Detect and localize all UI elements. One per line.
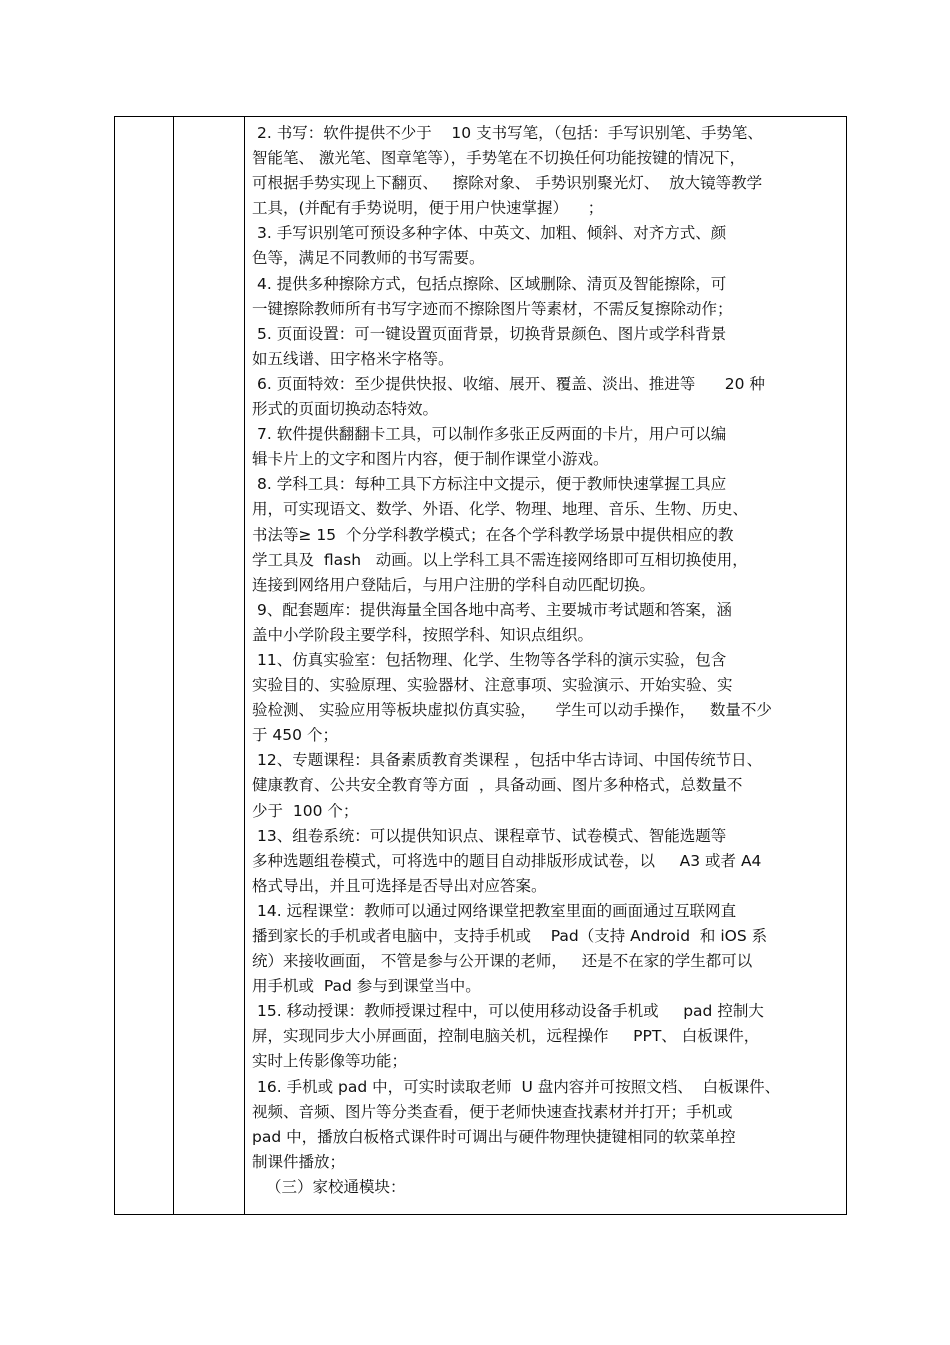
text-line: 5. 页面设置：可一键设置页面背景，切换背景颜色、图片或学科背景 xyxy=(257,324,727,343)
text-line: pad 中，播放白板格式课件时可调出与硬件物理快捷键相同的软菜单控 xyxy=(252,1127,736,1146)
text-line: 7. 软件提供翻翻卡工具，可以制作多张正反两面的卡片，用户可以编 xyxy=(257,425,727,444)
text-line: 14. 远程课堂：教师可以通过网络课堂把教室里面的画面通过互联网直 xyxy=(257,901,737,920)
text-line: 格式导出，并且可选择是否导出对应答案。 xyxy=(252,876,547,895)
text-line: 屏，实现同步大小屏画面，控制电脑关机，远程操作 PPT、 白板课件， xyxy=(252,1027,760,1046)
text-line: 用手机或 Pad 参与到课堂当中。 xyxy=(252,977,481,996)
text-line: 11、仿真实验室：包括物理、化学、生物等各学科的演示实验，包含 xyxy=(257,650,727,669)
text-line: 用，可实现语文、数学、外语、化学、物理、地理、音乐、生物、历史、 xyxy=(252,500,749,519)
text-line: 盖中小学阶段主要学科，按照学科、知识点组织。 xyxy=(252,625,594,644)
text-line: 形式的页面切换动态特效。 xyxy=(252,400,439,419)
text-line: 视频、音频、图片等分类查看，便于老师快速查找素材并打开；手机或 xyxy=(252,1102,733,1121)
text-line: 12、专题课程：具备素质教育类课程 ，包括中华古诗词、中国传统节日、 xyxy=(257,751,763,770)
text-line: 验检测、 实验应用等板块虚拟仿真实验， 学生可以动手操作， 数量不少 xyxy=(252,701,772,720)
text-line: 多种选题组卷模式，可将选中的题目自动排版形成试卷，以 A3 或者 A4 xyxy=(252,851,762,870)
column-divider xyxy=(173,117,174,1214)
text-line: 可根据手势实现上下翻页、 擦除对象、 手势识别聚光灯、 放大镜等教学 xyxy=(252,174,763,193)
text-line: 学工具及 flash 动画。以上学科工具不需连接网络即可互相切换使用， xyxy=(252,550,748,569)
text-line: 一键擦除教师所有书写字迹而不擦除图片等素材，不需反复擦除动作； xyxy=(252,299,733,318)
text-line: 13、组卷系统：可以提供知识点、课程章节、试卷模式、智能选题等 xyxy=(257,826,727,845)
text-line: 9、配套题库：提供海量全国各地中高考、主要城市考试题和答案，涵 xyxy=(257,600,732,619)
text-line: 智能笔、 激光笔、图章笔等），手势笔在不切换任何功能按键的情况下， xyxy=(252,149,746,168)
text-line: 3. 手写识别笔可预设多种字体、中英文、加粗、倾斜、对齐方式、颜 xyxy=(257,224,727,243)
text-line: 播到家长的手机或者电脑中，支持手机或 Pad（支持 Android 和 iOS 系 xyxy=(252,927,768,945)
text-line: 实时上传影像等功能； xyxy=(252,1052,408,1071)
text-line: 于 450 个； xyxy=(252,726,338,745)
text-line: 如五线谱、田字格米字格等。 xyxy=(252,349,454,368)
text-line: 工具，(并配有手势说明，便于用户快速掌握） ； xyxy=(252,199,604,218)
text-line: 6. 页面特效：至少提供快报、收缩、展开、覆盖、淡出、推进等 20 种 xyxy=(257,374,765,393)
spec-table xyxy=(114,116,847,1215)
column-divider xyxy=(244,117,245,1214)
text-line: 4. 提供多种擦除方式，包括点擦除、区域删除、清页及智能擦除，可 xyxy=(257,274,727,293)
text-line: 16. 手机或 pad 中，可实时读取老师 U 盘内容并可按照文档、 白板课件、 xyxy=(257,1077,781,1096)
text-line: 统）来接收画面， 不管是参与公开课的老师， 还是不在家的学生都可以 xyxy=(252,952,753,971)
text-line: 书法等≥ 15 个分学科教学模式；在各个学科教学场景中提供相应的教 xyxy=(252,525,734,544)
text-line: 少于 100 个； xyxy=(252,801,359,820)
spec-content-cell xyxy=(252,121,844,1200)
text-line: 8. 学科工具：每种工具下方标注中文提示，便于教师快速掌握工具应 xyxy=(257,475,727,494)
text-line: 连接到网络用户登陆后，与用户注册的学科自动匹配切换。 xyxy=(252,575,656,594)
text-line: 健康教育、公共安全教育等方面 ，具备动画、图片多种格式，总数量不 xyxy=(252,776,743,795)
text-line: 辑卡片上的文字和图片内容，便于制作课堂小游戏。 xyxy=(252,450,609,469)
text-line: 2. 书写：软件提供不少于 10 支书写笔，（包括：手写识别笔、手势笔、 xyxy=(257,124,763,142)
text-line: 15. 移动授课：教师授课过程中，可以使用移动设备手机或 pad 控制大 xyxy=(257,1002,764,1021)
text-line: 制课件播放； xyxy=(252,1152,346,1171)
text-line: 实验目的、实验原理、实验器材、注意事项、实验演示、开始实验、实 xyxy=(252,676,733,695)
text-line: 色等，满足不同教师的书写需要。 xyxy=(252,249,485,268)
text-line: （三）家校通模块： xyxy=(266,1177,406,1196)
